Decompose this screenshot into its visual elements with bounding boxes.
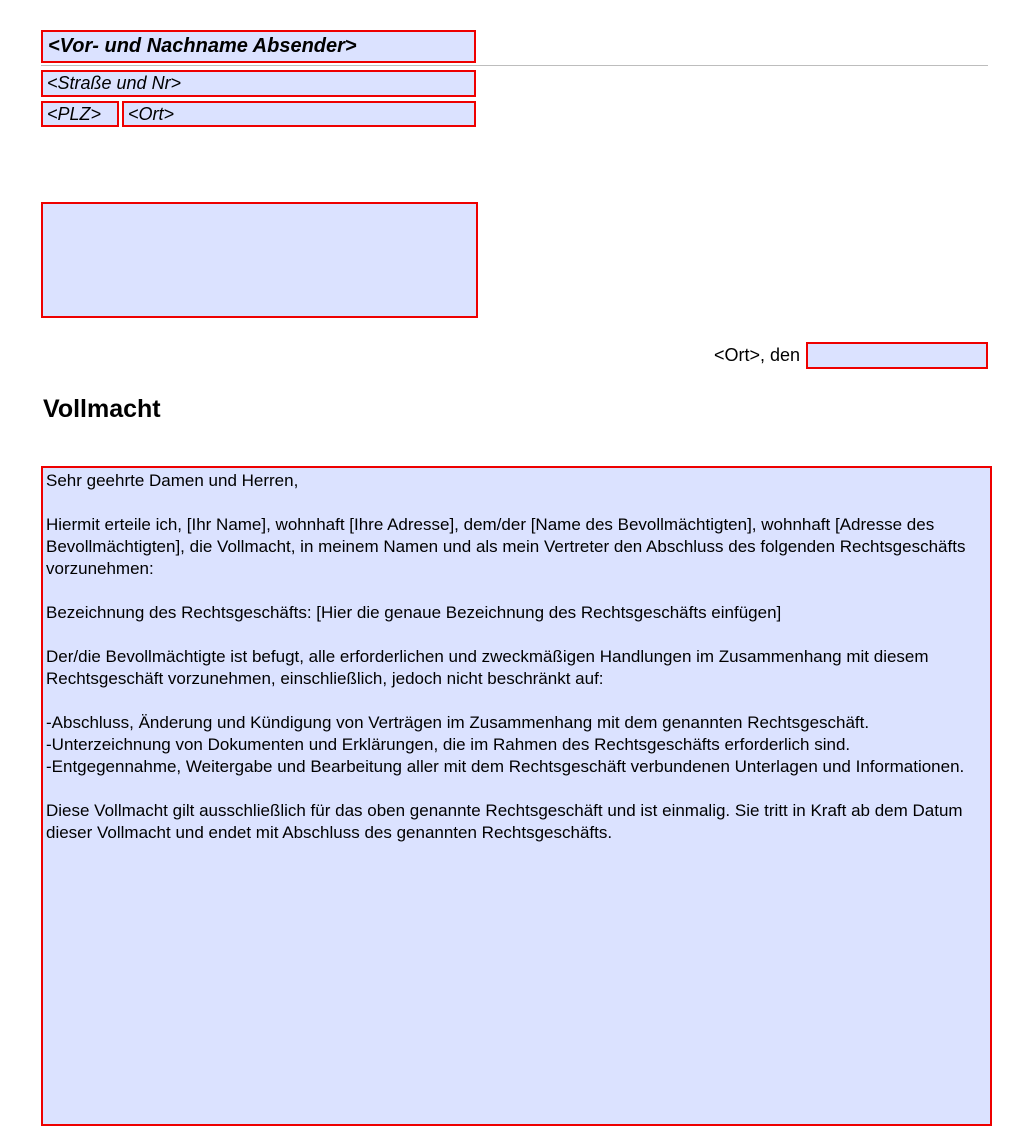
body-paragraph-2: Bezeichnung des Rechtsgeschäfts: [Hier die genaue Bezeichnung des Rechtsgeschäfts einfügen] bbox=[46, 603, 782, 622]
body-paragraph-4: Diese Vollmacht gilt ausschließlich für das oben genannte Rechtsgeschäft und ist einmalig. Sie tritt in Kraft ab dem Datum dieser Vollmacht und endet mit Abschluss des genannten Rechtsgeschäfts. bbox=[46, 801, 963, 842]
date-field[interactable] bbox=[806, 342, 988, 369]
list-item: -Abschluss, Änderung und Kündigung von Verträgen im Zusammenhang mit dem genannten Rechtsgeschäft. bbox=[46, 713, 870, 732]
sender-name-field[interactable]: <Vor- und Nachname Absender> bbox=[41, 30, 476, 63]
body-paragraph-1: Hiermit erteile ich, [Ihr Name], wohnhaft [Ihre Adresse], dem/der [Name des Bevollmächtigten], wohnhaft [Adresse des Bevollmächtigten], die Vollmacht, in meinem Namen und als mein Vertreter den Abschluss des folgenden Rechtsgeschäfts vorzunehmen: bbox=[46, 515, 966, 578]
list-item: -Entgegennahme, Weitergabe und Bearbeitung aller mit dem Rechtsgeschäft verbundenen Unterlagen und Informationen. bbox=[46, 757, 965, 776]
header-divider bbox=[41, 65, 988, 66]
sender-street-field[interactable]: <Straße und Nr> bbox=[41, 70, 476, 97]
list-item: -Unterzeichnung von Dokumenten und Erklärungen, die im Rahmen des Rechtsgeschäfts erforderlich sind. bbox=[46, 735, 851, 754]
body-text-field[interactable] bbox=[41, 466, 992, 1126]
sender-plz-field[interactable]: <PLZ> bbox=[41, 101, 119, 127]
body-list bbox=[46, 712, 982, 778]
body-paragraph-3: Der/die Bevollmächtigte ist befugt, alle erforderlichen und zweckmäßigen Handlungen im Zusammenhang mit diesem Rechtsgeschäft vorzunehmen, einschließlich, jedoch nicht beschränkt auf: bbox=[46, 647, 929, 688]
recipient-address-field[interactable] bbox=[41, 202, 478, 318]
date-label: <Ort>, den bbox=[713, 345, 800, 365]
salutation: Sehr geehrte Damen und Herren, bbox=[46, 471, 299, 490]
sender-city-field[interactable]: <Ort> bbox=[122, 101, 476, 127]
document-title: Vollmacht bbox=[43, 395, 161, 423]
